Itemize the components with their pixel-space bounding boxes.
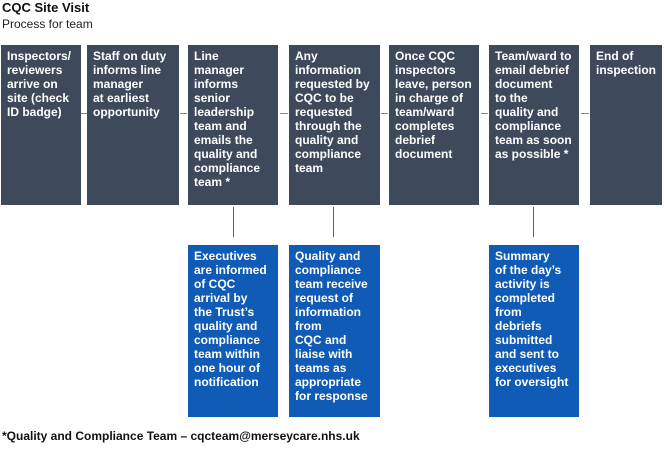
note-connector — [533, 207, 534, 237]
process-step-7: End of inspection — [590, 45, 662, 205]
page-subtitle: Process for team — [2, 17, 93, 31]
note-connector — [233, 207, 234, 237]
process-step-2: Staff on duty informs line manager at earliest opportunity — [87, 45, 179, 205]
step-connector — [81, 113, 87, 114]
step-connector — [581, 113, 589, 114]
process-step-5: Once CQC inspectors leave, person in charge of team/ward completes debrief document — [389, 45, 479, 205]
note-executives-informed: Executives are informed of CQC arrival by the Trust’s quality and compliance team within one hour of notification — [188, 245, 278, 417]
page-title: CQC Site Visit — [2, 0, 90, 15]
step-connector — [180, 113, 187, 114]
step-connector — [280, 113, 288, 114]
process-step-1: Inspectors/ reviewers arrive on site (check ID badge) — [1, 45, 81, 205]
step-connector — [481, 113, 488, 114]
note-daily-summary: Summary of the day’s activity is completed from debriefs submitted and sent to executives for oversight — [489, 245, 579, 417]
footer-contact: *Quality and Compliance Team – cqcteam@merseycare.nhs.uk — [2, 429, 360, 443]
note-connector — [333, 207, 334, 237]
process-step-4: Any information requested by CQC to be requested through the quality and compliance team — [289, 45, 380, 205]
note-information-request: Quality and compliance team receive request of information from CQC and liaise with teams as appropriate for response — [289, 245, 380, 417]
step-connector — [381, 113, 388, 114]
process-step-3: Line manager informs senior leadership team and emails the quality and compliance team * — [188, 45, 278, 205]
process-step-6: Team/ward to email debrief document to the quality and compliance team as soon as possible * — [489, 45, 579, 205]
